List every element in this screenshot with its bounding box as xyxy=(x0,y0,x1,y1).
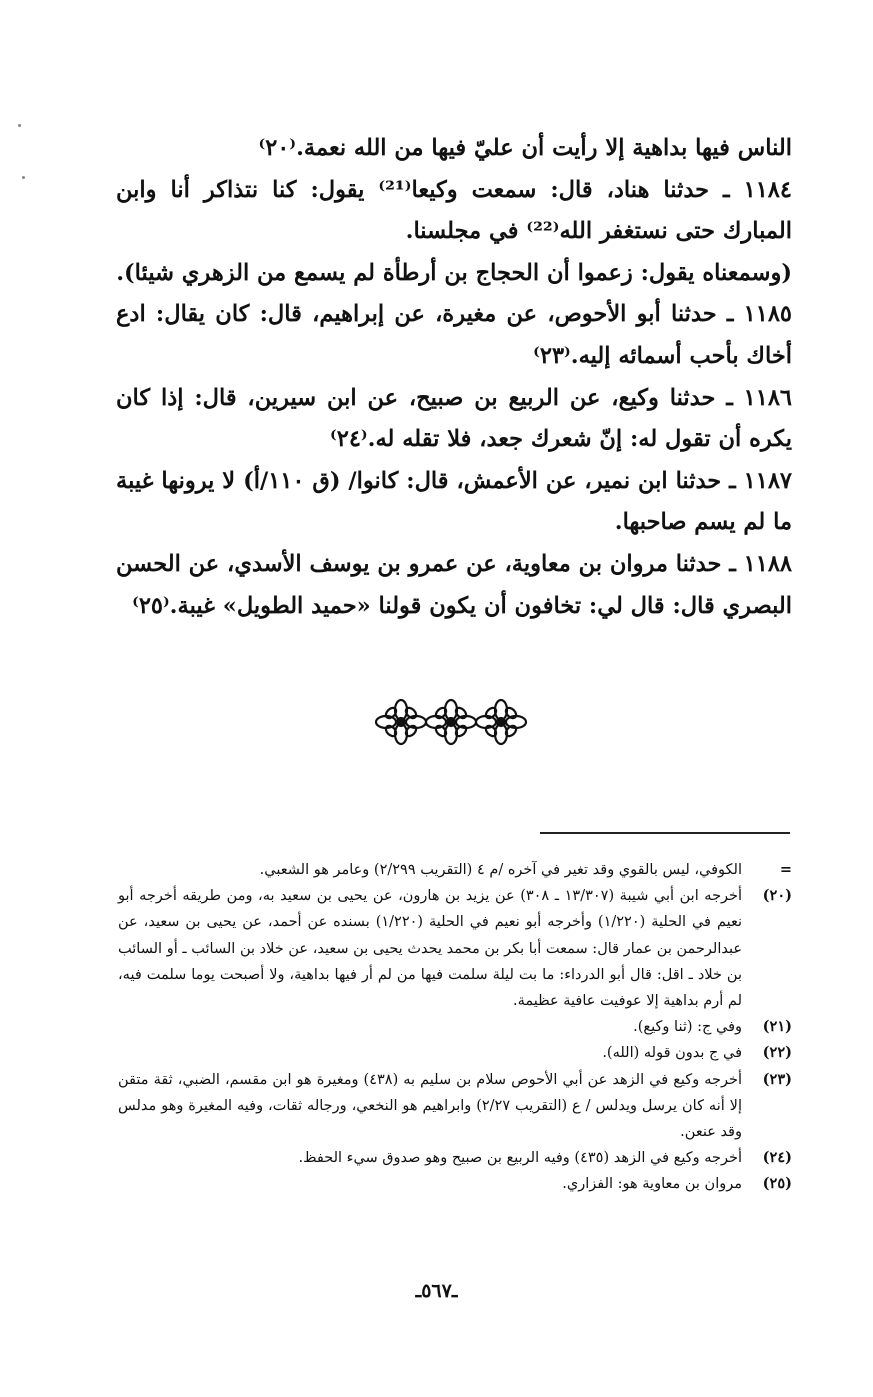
footnote-divider xyxy=(540,832,790,834)
footnote-number: (٢١) xyxy=(762,1018,792,1036)
footnote-number: (٢٢) xyxy=(762,1044,792,1062)
footnote xyxy=(118,857,792,883)
footnote xyxy=(118,1040,792,1066)
main-text-block xyxy=(116,128,792,627)
hadith-1185: ١١٨٥ ـ حدثنا أبو الأحوص، عن مغيرة، عن إبراهيم، قال: كان يقال: ادع أخاك بأحب أسمائه إليه.⁽٢٣⁾ xyxy=(116,301,792,369)
footnote-number: (٢٣) xyxy=(762,1070,792,1088)
footnote-number: (٢٥) xyxy=(762,1175,792,1193)
footnote-number: = xyxy=(779,861,792,878)
footnote xyxy=(118,1067,792,1146)
scan-speck xyxy=(18,124,21,127)
scan-speck xyxy=(22,176,25,179)
hadith-1186: ١١٨٦ ـ حدثنا وكيع، عن الربيع بن صبيح، عن ابن سيرين، قال: إذا كان يكره أن تقول له: إنّ شعرك جعد، فلا تقله له.⁽٢٤⁾ xyxy=(116,384,792,453)
footnote xyxy=(118,883,792,1014)
hadith-1184: ١١٨٤ ـ حدثنا هناد، قال: سمعت وكيعا⁽²¹⁾ يقول: كنا نتذاكر أنا وابن المبارك حتى نستغفر الله⁽²²⁾ في مجلسنا. xyxy=(116,176,792,245)
footnote-text: أخرجه وكيع في الزهد (٤٣٥) وفيه الربيع بن صبيح وهو صدوق سيء الحفظ. xyxy=(298,1150,742,1167)
footnote-text: في ج بدون قوله (الله). xyxy=(602,1045,742,1062)
footnote-number: (٢٠) xyxy=(762,887,792,905)
footnote xyxy=(118,1171,792,1197)
footnote-text: وفي ج: (ثنا وكيع). xyxy=(633,1019,742,1036)
hadith-1187: ١١٨٧ ـ حدثنا ابن نمير، عن الأعمش، قال: كانوا/ (ق ١١٠/أ) لا يرونها غيبة ما لم يسم صاحبها. xyxy=(116,467,793,536)
footnote-text: الكوفي، ليس بالقوي وقد تغير في آخره /م ٤ (التقريب ٢/٢٩٩) وعامر هو الشعبي. xyxy=(259,862,742,878)
footnote-text: مروان بن معاوية هو: الفزاري. xyxy=(562,1176,742,1193)
footnotes-block xyxy=(118,857,792,1198)
footnote xyxy=(118,1014,792,1040)
footnote xyxy=(118,1145,792,1171)
paragraph-continuation: الناس فيها بداهية إلا رأيت أن عليّ فيها من الله نعمة.⁽٢٠⁾ xyxy=(258,135,792,161)
footnote-number: (٢٤) xyxy=(762,1149,792,1167)
hadith-1188: ١١٨٨ ـ حدثنا مروان بن معاوية، عن عمرو بن يوسف الأسدي، عن الحسن البصري قال: قال لي: تخافون أن يكون قولنا «حميد الطويل» غيبة.⁽٢٥⁾ xyxy=(116,550,792,619)
footnote-text: أخرجه ابن أبي شيبة (١٣/٣٠٧ ـ ٣٠٨) عن يزيد بن هارون، عن يحيى بن سعيد به، ومن طريقه أخرجه أبو نعيم في الحلية (١/٢٢٠) وأخرجه أبو نعيم في الحلية (١/٢٢٠) بسنده عن أحمد، عن يحيى بن سعيد، عن عبدالرحمن بن عمار قال: سمعت أبا بكر بن محمد يحدث يحيى بن سعيد، عن خلاد بن السائب ـ أو السائب بن خلاد ـ اقل: قال أبو الدرداء: ما بت ليلة سلمت فيها من لم أر فيها بداهية، ولا أصبحت يوما سلمت فيه، لم أرم بداهية إلا عوفيت عافية عظيمة. xyxy=(118,888,743,1010)
page-number: ـ٥٦٧ـ xyxy=(415,1280,458,1302)
floral-ornament-icon xyxy=(373,698,529,746)
footnote-text: أخرجه وكيع في الزهد عن أبي الأحوص سلام بن سليم به (٤٣٨) ومغيرة هو ابن مقسم، الضبي، ثقة متقن إلا أنه كان يرسل ويدلس / ع (التقريب ٢/٢٧) وابراهيم هو النخعي، ورجاله ثقات، وفيه المغيرة وهو مدلس وقد عنعن. xyxy=(118,1071,742,1141)
narrator-note: (وسمعناه يقول: زعموا أن الحجاج بن أرطأة لم يسمع من الزهري شيئا). xyxy=(116,259,792,286)
